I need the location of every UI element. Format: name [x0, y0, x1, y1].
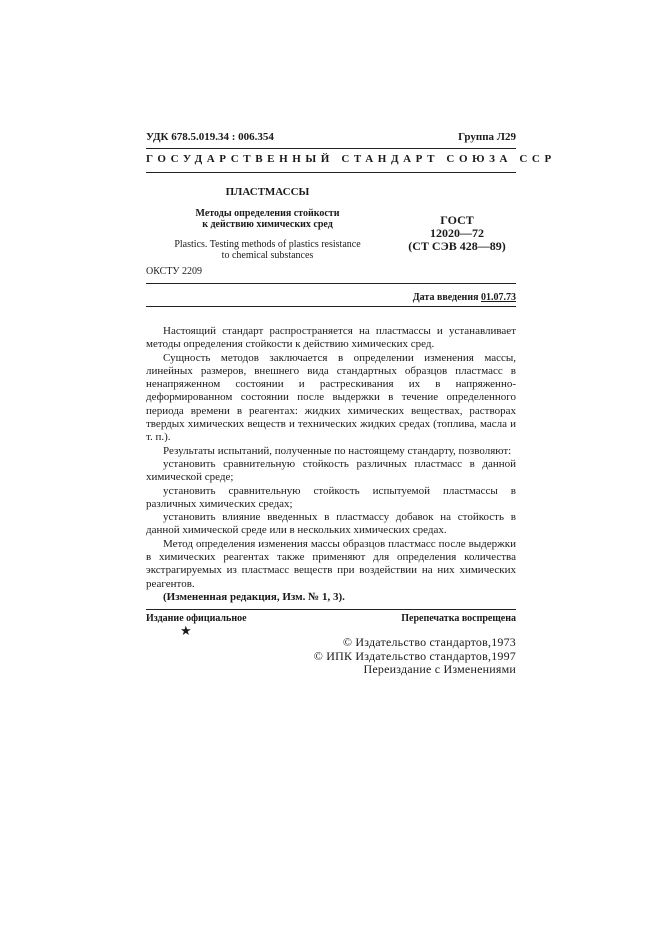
body-text — [146, 325, 516, 604]
paragraph-item-2: установить сравнительную стойкость испытуемой пластмассы в различных химических средах; — [146, 484, 516, 510]
group-code: Группа Л29 — [458, 131, 516, 143]
header-rule-top — [146, 148, 516, 149]
footer-rule — [146, 609, 516, 610]
document-subtitle — [170, 208, 365, 230]
udk-code: УДК 678.5.019.34 : 006.354 — [146, 131, 274, 143]
state-standard-heading: ГОСУДАРСТВЕННЫЙ СТАНДАРТ СОЮЗА ССР — [146, 153, 556, 165]
reprint-prohibited: Перепечатка воспрещена — [401, 613, 516, 624]
paragraph-scope: Настоящий стандарт распространяется на пластмассы и устанавливает методы определения стойкости к действию химических сред. — [146, 325, 516, 351]
document-title: ПЛАСТМАССЫ — [225, 186, 310, 198]
okstu-code: ОКСТУ 2209 — [146, 266, 203, 277]
english-title-line-2: to chemical substances — [221, 250, 314, 261]
gost-block — [398, 214, 516, 253]
reissue-note: Переиздание с Изменениями — [363, 662, 516, 676]
intro-date-label: Дата введения — [412, 292, 479, 303]
subtitle-line-2: к действию химических сред — [202, 219, 333, 230]
english-title — [150, 239, 385, 261]
copyright-block — [314, 636, 516, 677]
official-edition: Издание официальное — [146, 613, 247, 624]
header-rule-bottom — [146, 172, 516, 173]
amendment-note: (Измененная редакция, Изм. № 1, 3). — [163, 590, 345, 603]
gost-number: 12020—72 — [430, 226, 484, 240]
paragraph-essence: Сущность методов заключается в определении изменения массы, линейных размеров, внешнего вида стандартных образцов пластмасс в ненапряженном состоянии и растрескивания их в напряженно-деформированном состоянии после выдержки в течение определенного периода времени в реагентах: жидких химических веществах, растворах твердых химических веществ и технических жидких средах (топлива, масла и т. п.). — [146, 351, 516, 444]
intro-date-value: 01.07.73 — [481, 292, 516, 303]
english-title-line-1: Plastics. Testing methods of plastics resistance — [174, 239, 361, 250]
paragraph-item-3: установить влияние введенных в пластмассу добавок на стойкость в данной химической среде или в нескольких химических средах. — [146, 511, 516, 537]
paragraph-item-1: установить сравнительную стойкость различных пластмасс в данной химической среде; — [146, 457, 516, 484]
paragraph-results: Результаты испытаний, полученные по настоящему стандарту, позволяют: — [163, 444, 512, 457]
date-rule — [146, 306, 516, 307]
gost-label: ГОСТ — [440, 213, 474, 227]
section-rule — [146, 283, 516, 284]
intro-date — [413, 292, 516, 303]
paragraph-mass-method: Метод определения изменения массы образцов пластмасс после выдержки в химических реагентах также применяют для определения количества экстрагируемых из пластмасс веществ при воздействии на них химических реагентов. — [146, 537, 516, 590]
subtitle-line-1: Методы определения стойкости — [195, 208, 340, 219]
copyright-1997: © ИПК Издательство стандартов,1997 — [313, 648, 516, 663]
gost-equivalent: (СТ СЭВ 428—89) — [408, 239, 506, 253]
star-icon: ★ — [180, 623, 192, 638]
copyright-1973: © Издательство стандартов,1973 — [342, 635, 516, 649]
